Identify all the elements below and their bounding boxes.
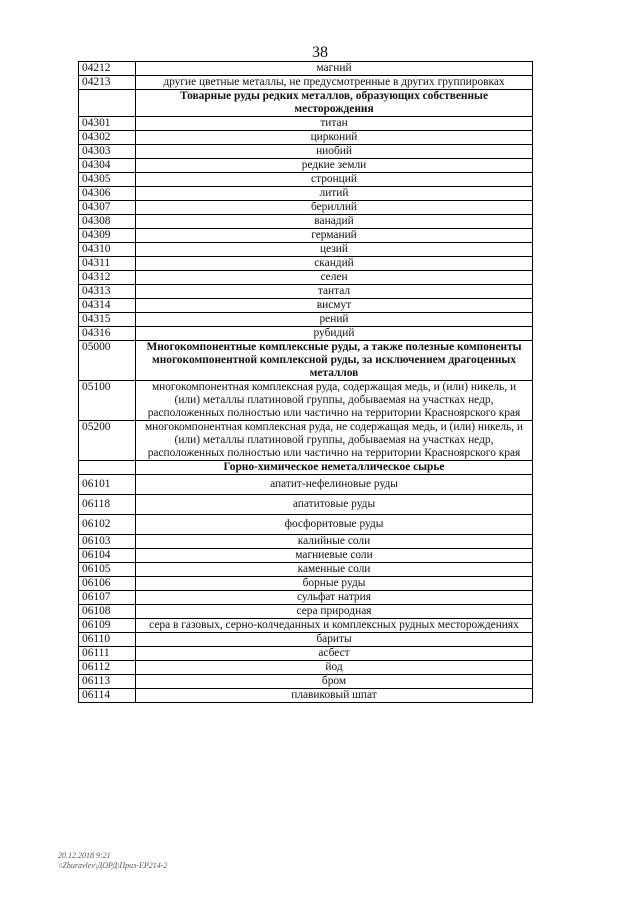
- code-cell: 04313: [79, 285, 136, 299]
- code-cell: 06118: [79, 495, 136, 515]
- table-row: [79, 313, 533, 327]
- code-cell: 04305: [79, 173, 136, 187]
- table-row: [79, 577, 533, 591]
- name-cell: апатитовые руды: [136, 495, 533, 515]
- footer-file-path: \\Zhuravlev\ДОРД\Приз-ЕР214-2: [58, 861, 168, 870]
- name-cell: рубидий: [136, 327, 533, 341]
- footer-stamp: [58, 851, 167, 871]
- table-row: [79, 299, 533, 313]
- code-cell: 05200: [79, 421, 136, 461]
- name-cell: магниевые соли: [136, 549, 533, 563]
- code-cell: 06114: [79, 689, 136, 703]
- name-cell: титан: [136, 117, 533, 131]
- table-row: [79, 243, 533, 257]
- code-cell: 06103: [79, 535, 136, 549]
- table-row: [79, 515, 533, 535]
- table-row: [79, 475, 533, 495]
- name-cell: сера природная: [136, 605, 533, 619]
- code-cell: 04304: [79, 159, 136, 173]
- code-cell: 06104: [79, 549, 136, 563]
- table-row: [79, 495, 533, 515]
- code-cell: [79, 461, 136, 475]
- name-cell: ниобий: [136, 145, 533, 159]
- name-cell: многокомпонентная комплексная руда, не содержащая медь, и (или) никель, и (или) металлы платиновой группы, добываемая на участках недр, расположенных полностью или частично на территории Красноярского края: [136, 421, 533, 461]
- name-cell: сера в газовых, серно-колчеданных и комплексных рудных месторождениях: [136, 619, 533, 633]
- name-cell: висмут: [136, 299, 533, 313]
- codes-table: [78, 61, 533, 703]
- name-cell: рений: [136, 313, 533, 327]
- table-row: [79, 633, 533, 647]
- table-row: [79, 187, 533, 201]
- table-row: [79, 76, 533, 90]
- table-row: [79, 159, 533, 173]
- code-cell: 04302: [79, 131, 136, 145]
- code-cell: 06109: [79, 619, 136, 633]
- table-row: [79, 675, 533, 689]
- name-cell: германий: [136, 229, 533, 243]
- table-row: [79, 619, 533, 633]
- table-row: [79, 381, 533, 421]
- name-cell: другие цветные металлы, не предусмотренные в других группировках: [136, 76, 533, 90]
- table-row: [79, 535, 533, 549]
- name-cell: асбест: [136, 647, 533, 661]
- table-row: [79, 563, 533, 577]
- name-cell: цезий: [136, 243, 533, 257]
- footer-timestamp: 20.12.2018 9:21: [58, 851, 111, 860]
- name-cell: борные руды: [136, 577, 533, 591]
- name-cell: сульфат натрия: [136, 591, 533, 605]
- code-cell: 04308: [79, 215, 136, 229]
- code-cell: [79, 90, 136, 117]
- code-cell: 06112: [79, 661, 136, 675]
- code-cell: 06102: [79, 515, 136, 535]
- code-cell: 04312: [79, 271, 136, 285]
- code-cell: 04315: [79, 313, 136, 327]
- table-row: [79, 341, 533, 381]
- table-row: [79, 285, 533, 299]
- table-row: [79, 257, 533, 271]
- table-row: [79, 215, 533, 229]
- code-cell: 04316: [79, 327, 136, 341]
- table-row: [79, 145, 533, 159]
- code-cell: 04301: [79, 117, 136, 131]
- name-cell: калийные соли: [136, 535, 533, 549]
- name-cell: ванадий: [136, 215, 533, 229]
- table-row: [79, 689, 533, 703]
- section-heading-cell: Товарные руды редких металлов, образующих собственные месторождения: [136, 90, 533, 117]
- code-cell: 04311: [79, 257, 136, 271]
- name-cell: скандий: [136, 257, 533, 271]
- code-cell: 06111: [79, 647, 136, 661]
- table-row: [79, 229, 533, 243]
- code-cell: 04213: [79, 76, 136, 90]
- name-cell: редкие земли: [136, 159, 533, 173]
- table-row: [79, 647, 533, 661]
- section-heading-cell: Многокомпонентные комплексные руды, а также полезные компоненты многокомпонентной комплексной руды, за исключением драгоценных металлов: [136, 341, 533, 381]
- codes-table-body: [79, 62, 533, 703]
- table-row: [79, 591, 533, 605]
- name-cell: магний: [136, 62, 533, 76]
- code-cell: 04314: [79, 299, 136, 313]
- table-row: [79, 62, 533, 76]
- code-cell: 05000: [79, 341, 136, 381]
- code-cell: 04303: [79, 145, 136, 159]
- code-cell: 06108: [79, 605, 136, 619]
- name-cell: многокомпонентная комплексная руда, содержащая медь, и (или) никель, и (или) металлы платиновой группы, добываемая на участках недр, расположенных полностью или частично на территории Красноярского края: [136, 381, 533, 421]
- code-cell: 04307: [79, 201, 136, 215]
- section-heading-cell: Горно-химическое неметаллическое сырье: [136, 461, 533, 475]
- name-cell: стронций: [136, 173, 533, 187]
- code-cell: 04306: [79, 187, 136, 201]
- name-cell: йод: [136, 661, 533, 675]
- name-cell: фосфоритовые руды: [136, 515, 533, 535]
- code-cell: 04310: [79, 243, 136, 257]
- table-row: [79, 421, 533, 461]
- code-cell: 06107: [79, 591, 136, 605]
- table-row: [79, 271, 533, 285]
- name-cell: каменные соли: [136, 563, 533, 577]
- code-cell: 06113: [79, 675, 136, 689]
- name-cell: бром: [136, 675, 533, 689]
- table-row: [79, 461, 533, 475]
- page-number: 38: [312, 44, 328, 61]
- name-cell: бериллий: [136, 201, 533, 215]
- code-cell: 04309: [79, 229, 136, 243]
- table-row: [79, 201, 533, 215]
- table-row: [79, 327, 533, 341]
- code-cell: 06110: [79, 633, 136, 647]
- code-cell: 05100: [79, 381, 136, 421]
- table-row: [79, 605, 533, 619]
- table-row: [79, 90, 533, 117]
- name-cell: литий: [136, 187, 533, 201]
- code-cell: 06106: [79, 577, 136, 591]
- name-cell: селен: [136, 271, 533, 285]
- code-cell: 06101: [79, 475, 136, 495]
- name-cell: цирконий: [136, 131, 533, 145]
- table-row: [79, 661, 533, 675]
- name-cell: апатит-нефелиновые руды: [136, 475, 533, 495]
- table-row: [79, 173, 533, 187]
- name-cell: плавиковый шпат: [136, 689, 533, 703]
- name-cell: бариты: [136, 633, 533, 647]
- code-cell: 04212: [79, 62, 136, 76]
- code-cell: 06105: [79, 563, 136, 577]
- name-cell: тантал: [136, 285, 533, 299]
- table-row: [79, 131, 533, 145]
- table-row: [79, 117, 533, 131]
- table-row: [79, 549, 533, 563]
